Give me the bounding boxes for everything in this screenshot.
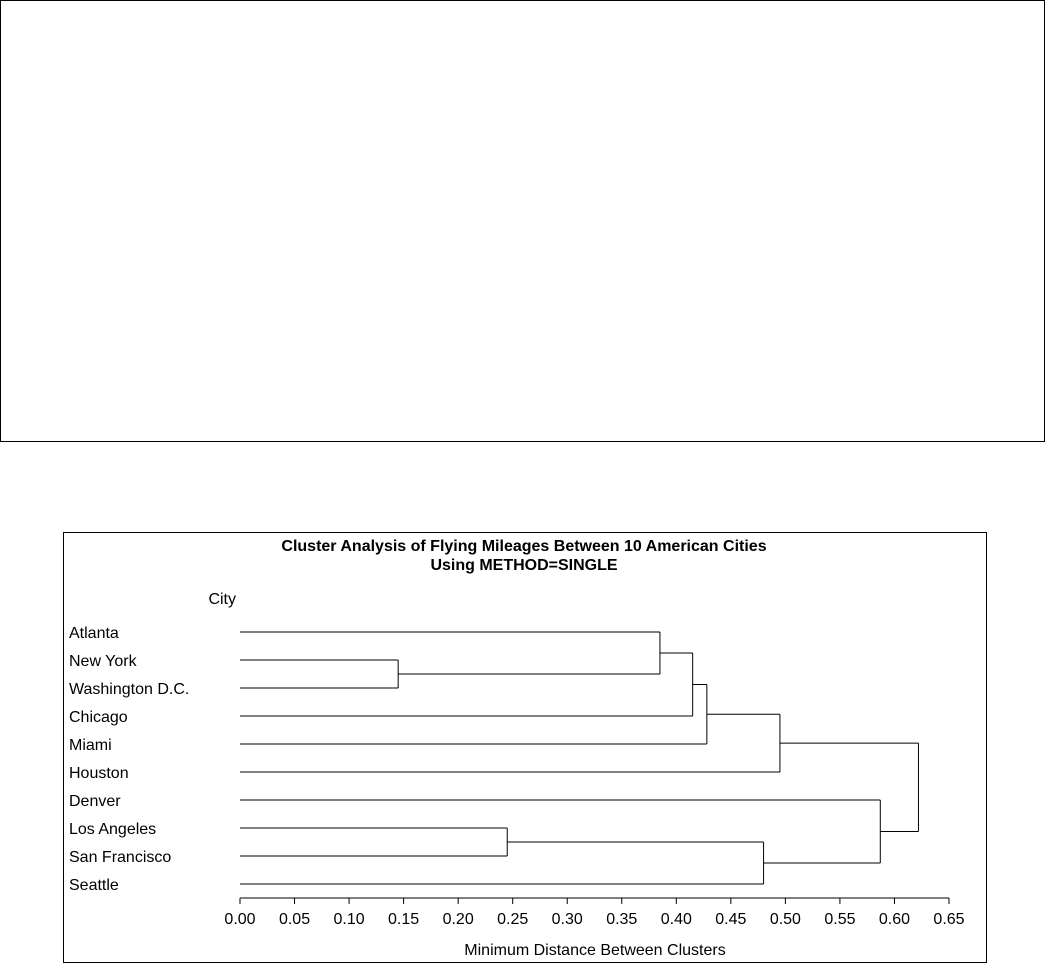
leaf-label: Denver xyxy=(69,793,121,810)
leaf-label: San Francisco xyxy=(69,849,172,866)
x-tick-label: 0.15 xyxy=(388,911,420,928)
x-tick-label: 0.65 xyxy=(933,911,965,928)
x-tick-label: 0.60 xyxy=(878,911,911,928)
y-axis-label: City xyxy=(208,591,236,608)
x-tick-label: 0.10 xyxy=(333,911,365,928)
leaf-label: Washington D.C. xyxy=(69,681,190,698)
chart-subtitle: Using METHOD=SINGLE xyxy=(430,557,618,574)
leaf-label: Chicago xyxy=(69,709,128,726)
leaf-label: Atlanta xyxy=(69,625,119,642)
leaf-label: Miami xyxy=(69,737,112,754)
x-tick-label: 0.50 xyxy=(769,911,801,928)
x-tick-label: 0.00 xyxy=(224,911,256,928)
leaf-label: New York xyxy=(69,653,137,670)
x-tick-label: 0.05 xyxy=(278,911,311,928)
x-tick-label: 0.55 xyxy=(824,911,856,928)
x-tick-label: 0.40 xyxy=(660,911,692,928)
x-tick-label: 0.35 xyxy=(606,911,638,928)
x-tick-label: 0.25 xyxy=(497,911,529,928)
leaf-label: Seattle xyxy=(69,877,119,894)
leaf-label: Houston xyxy=(69,765,129,782)
x-tick-label: 0.30 xyxy=(551,911,583,928)
x-axis-label: Minimum Distance Between Clusters xyxy=(464,942,726,959)
leaf-label: Los Angeles xyxy=(69,821,157,838)
chart-title: Cluster Analysis of Flying Mileages Between 10 American Cities xyxy=(281,538,767,555)
x-tick-label: 0.45 xyxy=(715,911,747,928)
x-tick-label: 0.20 xyxy=(442,911,474,928)
